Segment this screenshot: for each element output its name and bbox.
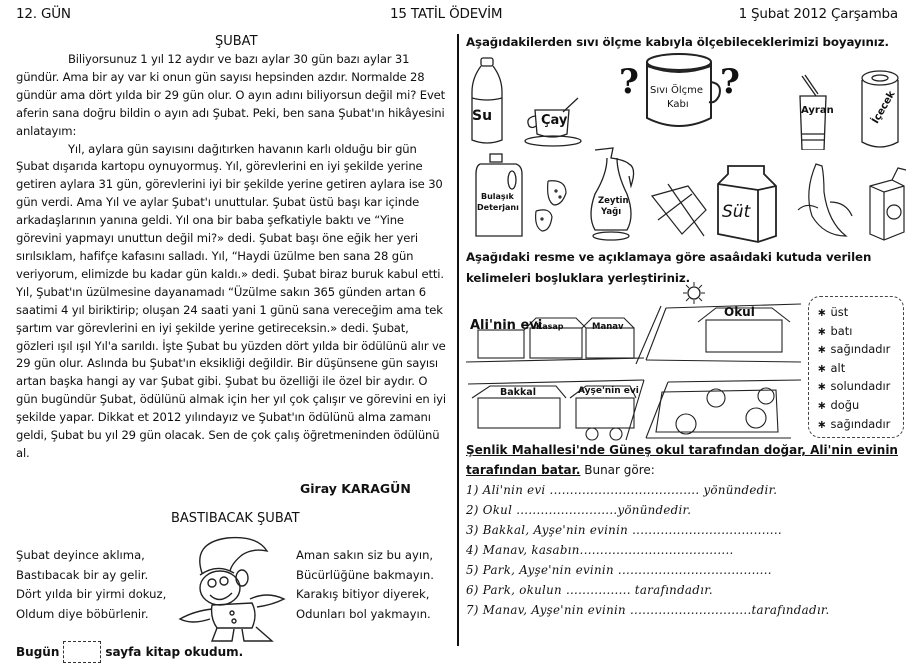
poem-line: Karakış bitiyor diyerek, [296, 587, 430, 601]
word-bank-item [817, 303, 903, 322]
banana-icon [794, 162, 854, 240]
item-label: Kabı [667, 99, 689, 110]
item-label: Zeytin [598, 196, 629, 206]
poem-line: Oldum diye böbürlenir. [16, 606, 149, 621]
map-label-ali-house: Ali'nin evi [470, 318, 543, 333]
worksheet-title: 15 TATİL ÖDEVİM [390, 6, 503, 22]
strawberry-icon [532, 175, 572, 233]
item-ayran-glass[interactable] [798, 74, 834, 150]
map-label-ayse-house: Ayşe'nin evi [578, 386, 639, 396]
neighborhood-map [466, 300, 801, 446]
item-measuring-cup[interactable] [643, 52, 723, 134]
pages-read-input[interactable] [63, 641, 101, 663]
poem-line: Dört yılda bir yirmi dokuz, [16, 587, 167, 601]
reading-log [16, 641, 243, 663]
map-label-butcher: Kasap [536, 322, 564, 331]
clue-underlined: tarafından batar. [466, 462, 581, 477]
fill-in-question[interactable]: 1) Ali'nin evi ..................................... yönündedir. [466, 483, 778, 497]
poem-line: Bastıbacak bir ay gelir. [16, 567, 149, 582]
word-bank-item [817, 415, 903, 434]
star-icon: ∗ [817, 397, 827, 412]
poem-stanza-left [16, 546, 166, 624]
story-paragraph: Yıl, aylara gün sayısını dağıtırken havanın karlı olduğu bir gün Şubat dışarıda kartopu oynuyormuş. Yıl, görevlerini en iyi şekilde yerine getiren aylara 31 gün, görevlerini iyi bir şekilde yerine getiren aylara ise 30 gün verdi. Ama Yıl ve aylar Şubat'ı unuttular. Şubat üstü başı kar içinde arkadaşlarının yanına geldi. Yıl ona bir baba şefkatiyle baktı ve “Yine görevini yapmayı unuttun değil mi?» dedi. Şubat başı öne eğik her yeri sırılsıklam, hafifçe kafasını salladı. Yıl, “Haydi üzülme ben sana 28 gün veriyorum, elimizde bu kadar gün kaldı.» dedi. Şubat biraz buruk kabul etti. Yıl, Şubat'ın üzülmesine dayanamadı “Üzülme sakın 365 günden artan 6 saatimi 4 yıl biriktirip; oluşan 24 saati yani 1 günü sana vereceğim ama tek şartım var görevlerini en iyi şekilde yerine getireceksin.» dedi. Şubat, gözleri ışıl ışıl Yıl'a sarıldı. İşte Şubat bu yüzden dört yılda bir ödülünü alır ve 29 gün olur. Aslında bu Şubat'ın eksikliği değildir. Bir düşünsene gün sayısı artan başka hangi ay var Şubat gibi. Şubat bu özelliği ile özel bir aydır. O gün bugündür Şubat, ödülünü almak için her yıl çok çalışır ve görevini en iyi şekilde yapar. Dikkat et 2012 yılındayız ve Şubat'ın ödülünü alma zamanı geldi, Şubat bu yıl 29 gün olacak. Sen de çok çalış öğretmeninden ödülünü al. [16, 141, 446, 460]
star-icon: ∗ [817, 379, 827, 394]
clue-underlined: Şenlik Mahallesi'nde Güneş okul tarafından doğar, Ali'nin evinin [466, 443, 898, 457]
item-milk-carton[interactable] [714, 164, 780, 244]
item-label: Yağı [601, 207, 622, 217]
map-label-grocery: Bakkal [500, 387, 536, 398]
question-mark-icon: ? [720, 62, 740, 102]
column-divider [457, 34, 459, 646]
water-bottle-icon [468, 56, 506, 148]
poem-line: Odunları bol yakmayın. [296, 606, 431, 621]
word-bank-item [817, 359, 903, 378]
date-label: 1 Şubat 2012 Çarşamba [738, 6, 898, 22]
word: üst [830, 305, 849, 319]
activity2-instruction: Aşağıdaki resme ve açıklamaya göre asaâıdaki kutuda verilen kelimeleri boşluklara yerleştiriniz. [466, 250, 872, 285]
item-label: Deterjanı [477, 203, 519, 212]
poem-line: Şubat deyince aklıma, [16, 548, 145, 562]
juice-box-icon [866, 166, 908, 242]
fill-in-question[interactable]: 6) Park, okulun ................ tarafındadır. [466, 583, 713, 597]
word: sağındadır [830, 416, 891, 431]
word-bank [808, 296, 904, 438]
star-icon: ∗ [817, 323, 827, 338]
word-bank-item [817, 340, 903, 359]
item-soda-can[interactable] [858, 68, 902, 152]
fill-in-question[interactable]: 4) Manav, kasabın...................................... [466, 543, 734, 557]
item-olive-oil[interactable] [585, 146, 641, 242]
day-label: 12. GÜN [16, 6, 71, 22]
item-label: Su [472, 108, 493, 124]
poem-line: Bücürlüğüne bakmayın. [296, 567, 434, 582]
fill-in-question[interactable]: 5) Park, Ayşe'nin evinin ...................................... [466, 563, 772, 577]
fill-in-question[interactable]: 3) Bakkal, Ayşe'nin evinin ..................................... [466, 523, 782, 537]
poem-line: Aman sakın siz bu ayın, [296, 548, 434, 562]
star-icon: ∗ [817, 342, 827, 357]
item-detergent[interactable] [472, 152, 524, 240]
story-title: ŞUBAT [215, 34, 258, 49]
word-bank-item [817, 322, 903, 341]
star-icon: ∗ [817, 416, 827, 431]
item-label: Sıvı Ölçme [650, 85, 704, 96]
story-paragraph: Biliyorsunuz 1 yıl 12 aydır ve bazı aylar 30 gün bazı aylar 31 gündür. Ama bir ay var ki onun gün sayısı hepsinden azdır. Normalde 28 gündür ama dört yılda bir 29 gün olur. O ayın adını biliyorsun değil mi? Evet aferin sana doğru bildin o ayın adı Şubat. Peki, ben sana Şubat'ın hikâyesini anlatayım: [16, 52, 446, 138]
story-text [16, 51, 448, 463]
item-label: Süt [722, 202, 751, 222]
reading-log-prefix: Bugün [16, 645, 60, 659]
word-bank-item [817, 377, 903, 396]
word: batı [830, 323, 853, 338]
word: alt [830, 360, 846, 375]
activity1-instruction: Aşağıdakilerden sıvı ölçme kabıyla ölçebileceklerimizi boyayınız. [466, 35, 889, 49]
author-name: Giray KARAGÜN [300, 481, 411, 496]
oil-jug-icon [585, 146, 641, 242]
word-bank-item [817, 396, 903, 415]
word: sağındadır [830, 342, 891, 357]
word: doğu [830, 397, 860, 412]
reading-log-suffix: sayfa kitap okudum. [105, 645, 244, 659]
fill-in-question[interactable]: 2) Okul .........................yönündedir. [466, 503, 692, 517]
fill-in-questions [466, 480, 830, 620]
item-label: Bulaşık [481, 192, 514, 201]
carrots-icon [648, 180, 710, 244]
item-label: İçecek [870, 89, 898, 126]
item-water-bottle[interactable] [468, 56, 506, 148]
item-tea-cup[interactable] [523, 96, 593, 148]
clue-rest: Bunar göre: [580, 462, 655, 477]
question-mark-icon: ? [619, 62, 639, 102]
map-label-greengrocer: Manav [592, 322, 624, 332]
map-label-school: Okul [724, 305, 755, 319]
star-icon: ∗ [817, 305, 827, 319]
fill-in-question[interactable]: 7) Manav, Ayşe'nin evinin ..............................tarafındadır. [466, 603, 830, 617]
item-label: Ayran [801, 105, 834, 116]
poem-stanza-right [296, 546, 434, 624]
item-label: Çay [541, 113, 568, 128]
dwarf-illustration [172, 533, 290, 643]
poem-title: BASTIBACAK ŞUBAT [171, 511, 300, 526]
star-icon: ∗ [817, 360, 827, 375]
word: solundadır [830, 379, 891, 394]
activity2-clue [466, 441, 906, 480]
